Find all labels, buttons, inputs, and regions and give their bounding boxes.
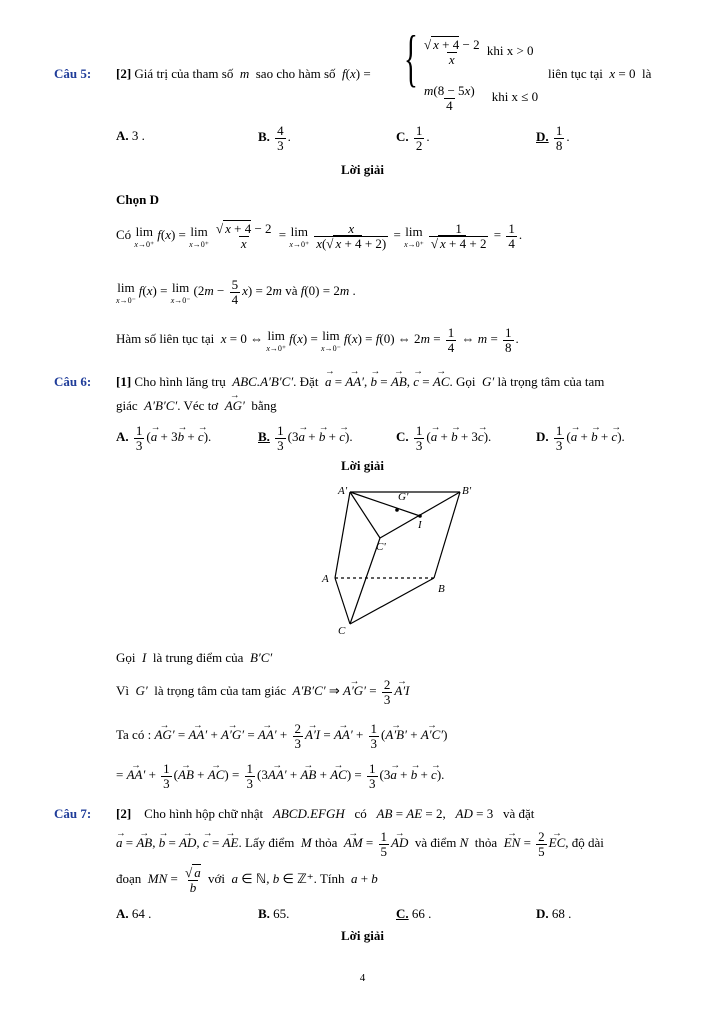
q5-stem-end: liên tục tại x = 0 là [548,66,652,81]
label-a: A [322,573,329,585]
piecewise-case1: $\frac{√ x + 4 - 2}{x}$ khi x > 0 [424,37,534,67]
q7-option-c[interactable]: C. 66 . [396,906,432,921]
edge-a-c [335,578,350,624]
label-c1: C' [376,541,386,553]
q5-solution-line3: Hàm số liên tục tại x = 0 ⇔ lim x→0⁺ f(x) = lim x→0⁻ f(x) = f(0) ⇔ 2m = $\frac{1}{4}$ ⇔ m = $\frac{1}{8}$ . [116,325,519,355]
median-a1-i [350,492,420,516]
q5-solution-line2: lim x→0⁻ f(x) = lim x→0⁻ (2m − $\frac{5}{4}$ x) = 2m và f(0) = 2m . [116,277,356,307]
q7-stem-line1: [2] Cho hình hộp chữ nhật ABCD.EFGH có AB = AE = 2, AD = 3 và đặt [116,806,535,821]
q7-stem-line3: đoạn MN = $\frac{√ a}{b}$ với a ∈ ℕ, b ∈ ℤ⁺. Tính a + b [116,865,378,895]
q5-option-a[interactable]: A. 3 . [116,128,145,143]
edge-a1-c1 [350,492,380,538]
q6-label: Câu 6: [54,374,92,389]
q7-solution-title: Lời giải [341,928,384,943]
point-g1 [395,508,399,512]
q6-stem-line2: giác A′B′C′. Véc tơ → AG′ bằng [116,398,277,414]
piecewise-case2: $\frac{m(8 - 5x)}{4}$ khi x ≤ 0 [424,83,539,113]
label-i: I [418,519,422,531]
edge-c-b [350,578,434,624]
q5-option-d[interactable]: D. $\frac{1}{8}$ . [536,123,570,153]
q6-solution-line2: Vì G′ là trọng tâm của tam giác A′B′C′ ⇒ → A′G′ = $\frac{2}{3}$ → A′I [116,678,410,706]
label-b1: B' [462,485,472,497]
q5-solution-title: Lời giải [341,162,384,177]
q6-solution-line4: = → AA′ + $\frac{1}{3}$ (→ AB + → AC) = $\frac{1}{3}$ (3→ AA′ + → AB + → AC) = $\frac{1}{3}$ (3→ a + → b + → c). [116,762,444,790]
q5-option-b[interactable]: B. $\frac{4}{3}$ . [258,123,291,153]
q5-label: Câu 5: [54,66,92,81]
q6-option-c[interactable]: C. $\frac{1}{3}$ (→ a + → b + 3→ c). [396,424,491,452]
q5-stem: [2] Giá trị của tham số m sao cho hàm số f(x) = [116,66,371,81]
point-i [418,514,422,518]
q6-solution-line3: Ta có : → AG′ = → AA′ + → A′G′ = → AA′ + $\frac{2}{3}$ → A′I = → AA′ + $\frac{1}{3}$ (→ A′B′ + → A′C′) [116,722,447,750]
q5-solution-line1: Có lim x→0⁺ f(x) = lim x→0⁺ $\frac{√ x + 4 - 2}{x}$ = lim x→0⁺ $\frac{x}{x(√ x + 4 + 2)}$ = lim x→0⁺ $\frac{1}{√ x + 4 + 2}$ = $\frac{1}{4}$ . [116,221,523,251]
q6-option-b[interactable]: B. $\frac{1}{3}$ (3→ a + → b + → c). [258,424,353,452]
label-g1: G' [398,491,409,503]
q6-stem-line1: [1] Cho hình lăng trụ ABC.A′B′C′. Đặt → a = → AA′, → b = → AB, → c = → AC. Gọi G′ là trọng tâm của tam [116,374,604,390]
q7-label: Câu 7: [54,806,92,821]
label-c: C [338,625,346,637]
q7-stem-line2: → a = → AB, → b = → AD, → c = → AE. Lấy điểm M thỏa → AM = $\frac{1}{5}$ → AD và điểm N thỏa → EN = $\frac{2}{5}$ → EC, độ dài [116,830,604,858]
page-number: 4 [359,972,366,984]
q6-solution-title: Lời giải [341,458,384,473]
q5-chosen-answer: Chọn D [116,192,159,207]
q6-solution-line1: Gọi I là trung điểm của B′C′ [116,650,273,665]
label-b: B [438,583,445,595]
q7-option-b[interactable]: B. 65. [258,906,290,921]
edge-a1-a [335,492,350,578]
q7-option-d[interactable]: D. 68 . [536,906,572,921]
q6-option-a[interactable]: A. $\frac{1}{3}$ (→ a + 3→ b + → c). [116,424,211,452]
label-a1: A' [338,485,348,497]
q7-option-a[interactable]: A. 64 . [116,906,152,921]
q5-option-c[interactable]: C. $\frac{1}{2}$ . [396,123,430,153]
q6-option-d[interactable]: D. $\frac{1}{3}$ (→ a + → b + → c). [536,424,625,452]
prism-figure [310,478,490,638]
piecewise-brace: { [404,22,418,93]
